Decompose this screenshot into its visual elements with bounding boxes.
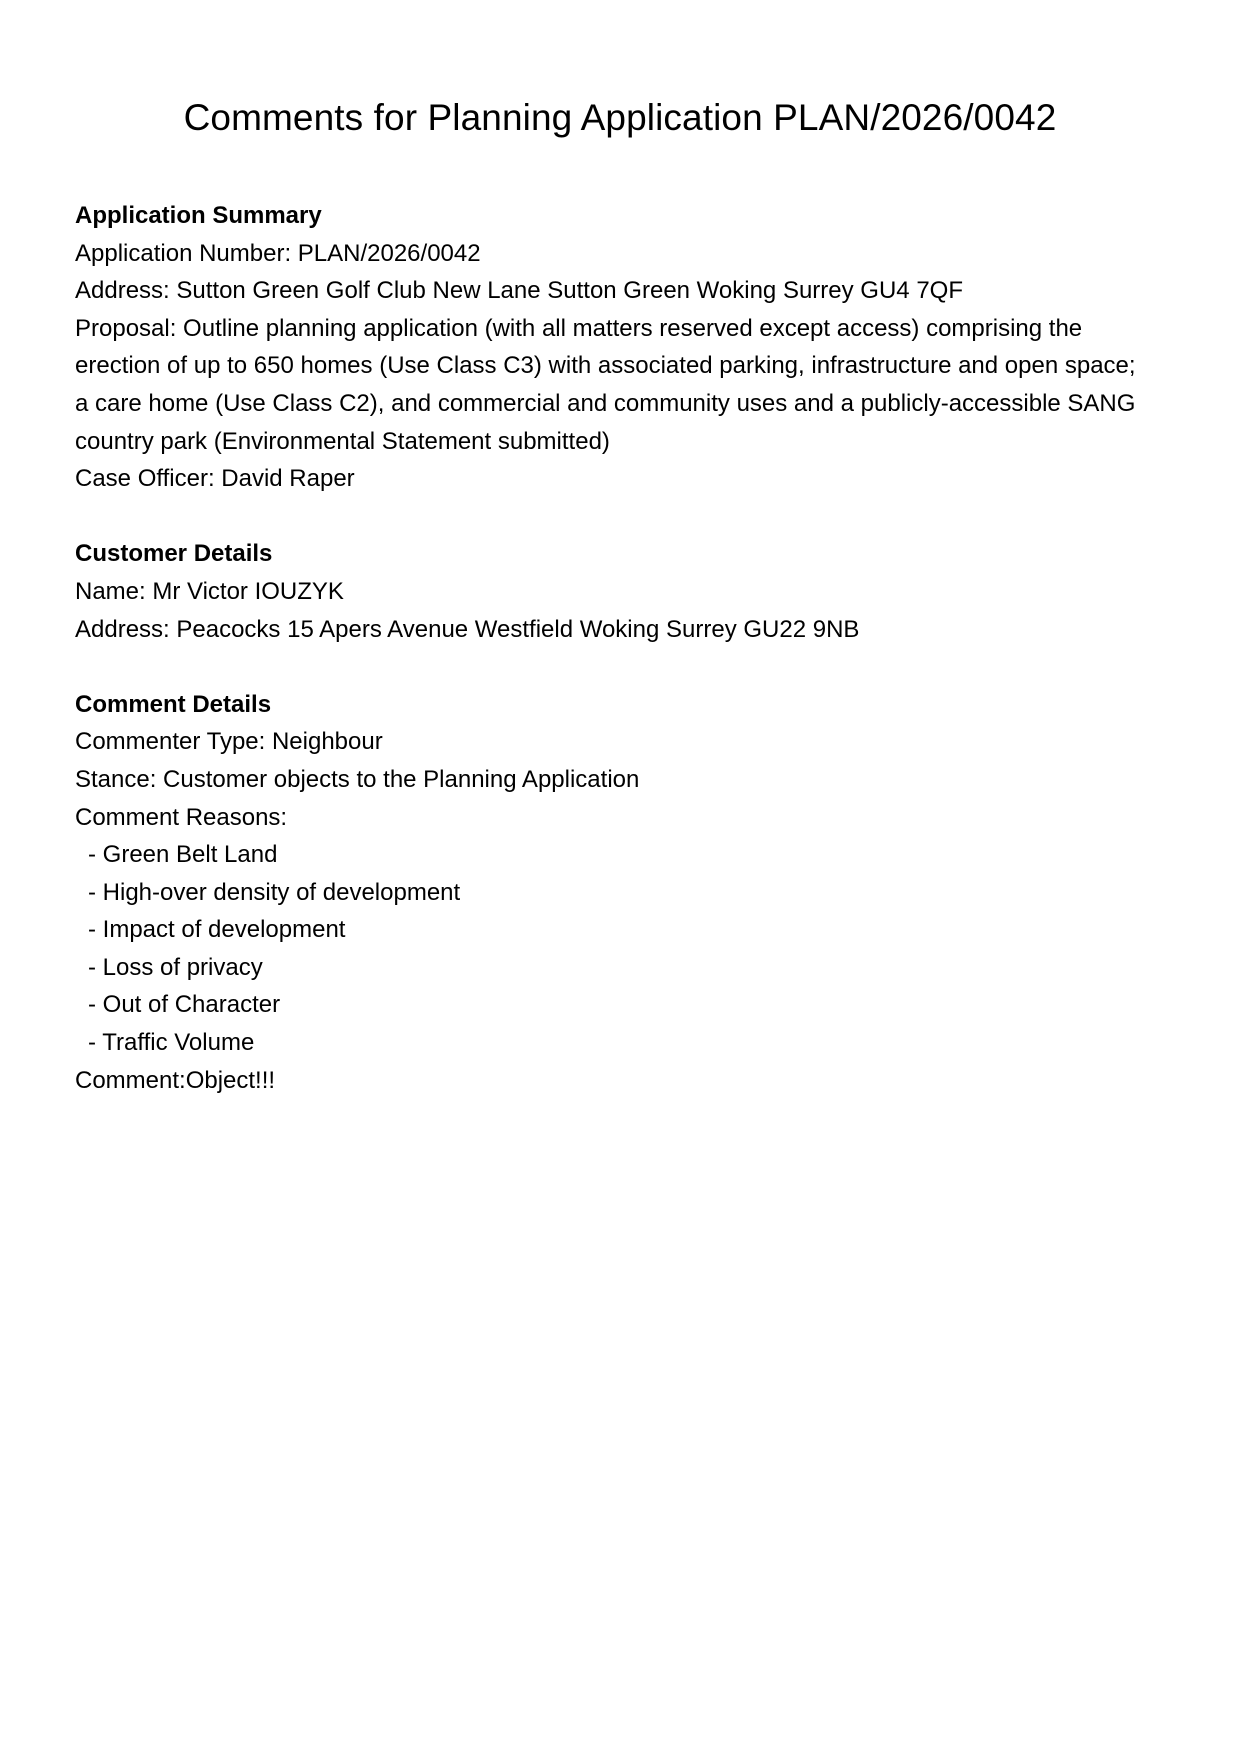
comment-reason-item: - Impact of development (88, 916, 346, 944)
customer-name: Name: Mr Victor IOUZYK (75, 577, 344, 605)
page-title: Comments for Planning Application PLAN/2026/0042 (183, 97, 1057, 138)
application-number: Application Number: PLAN/2026/0042 (75, 239, 481, 267)
comment-reasons-list (75, 836, 1155, 1062)
customer-details-heading: Customer Details (75, 540, 273, 568)
commenter-type: Commenter Type: Neighbour (75, 728, 383, 756)
comment-reason-item: - Green Belt Land (88, 841, 278, 869)
comment-reason-item: - Traffic Volume (88, 1029, 255, 1057)
application-proposal: Proposal: Outline planning application (with all matters reserved except access) comprising the erection of up to 650 homes (Use Class C3) with associated parking, infrastructure and open space; a care home (Use Class C2), and commercial and community uses and a publicly-accessible SANG country park (Environmental Statement submitted) (75, 314, 1136, 455)
application-address: Address: Sutton Green Golf Club New Lane Sutton Green Woking Surrey GU4 7QF (75, 277, 963, 305)
comment-text: Comment:Object!!! (75, 1066, 276, 1094)
document-body (75, 197, 1155, 1137)
customer-address: Address: Peacocks 15 Apers Avenue Westfield Woking Surrey GU22 9NB (75, 615, 860, 643)
comment-reason-item: - High-over density of development (88, 878, 461, 906)
application-summary-section (75, 197, 1155, 498)
comment-reason-item: - Out of Character (88, 991, 281, 1019)
comment-reasons-label: Comment Reasons: (75, 803, 288, 831)
stance: Stance: Customer objects to the Planning Application (75, 765, 640, 793)
comment-details-section (75, 686, 1155, 1100)
customer-details-section (75, 535, 1155, 648)
comment-details-heading: Comment Details (75, 690, 272, 718)
application-summary-heading: Application Summary (75, 202, 322, 229)
comment-reason-item: - Loss of privacy (88, 953, 263, 981)
case-officer: Case Officer: David Raper (75, 465, 355, 493)
